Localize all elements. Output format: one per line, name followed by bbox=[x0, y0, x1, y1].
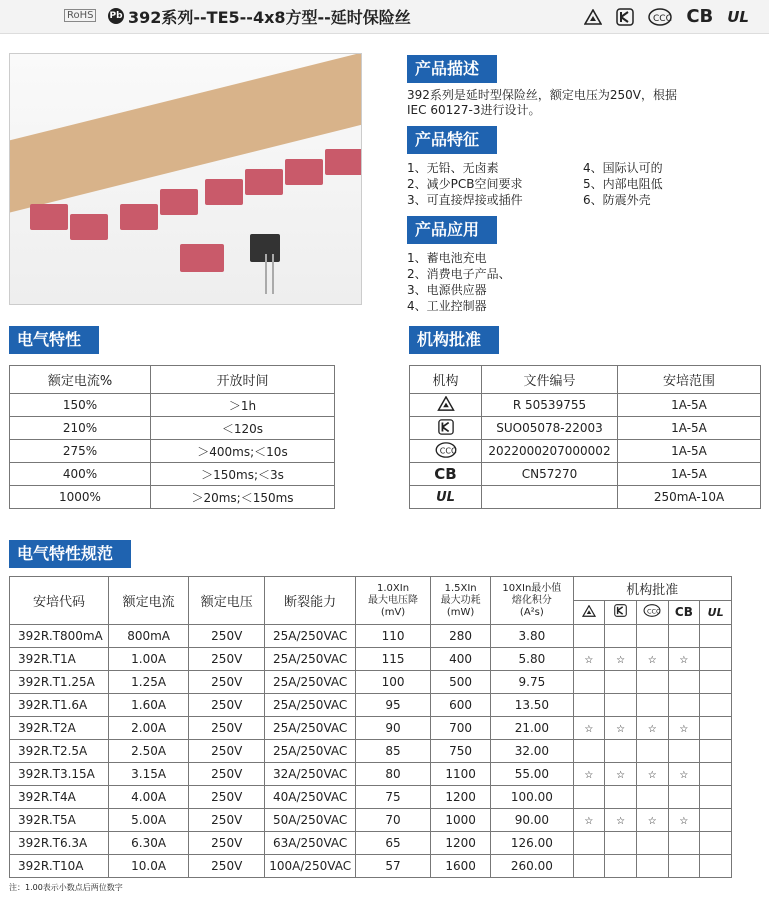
table-cell: 1200 bbox=[431, 786, 491, 809]
svg-text:CCC: CCC bbox=[653, 13, 673, 24]
spec-header bbox=[356, 577, 431, 625]
approval-star-cell bbox=[700, 855, 732, 878]
table-cell: 210% bbox=[10, 417, 151, 440]
spec-header-line: 1.5XIn bbox=[444, 582, 477, 594]
fuse-image bbox=[245, 169, 283, 195]
table-cell: 3.15A bbox=[109, 763, 189, 786]
fuse-image bbox=[285, 159, 323, 185]
table-cell: 4.00A bbox=[109, 786, 189, 809]
table-row bbox=[410, 440, 761, 463]
approval-star-cell bbox=[668, 625, 700, 648]
ccc-cert-icon bbox=[648, 8, 672, 26]
table-cell bbox=[410, 486, 482, 509]
table-cell: 25A/250VAC bbox=[265, 694, 356, 717]
approval-star-cell bbox=[700, 694, 732, 717]
spec-header bbox=[431, 577, 491, 625]
table-cell: 1A-5A bbox=[618, 417, 761, 440]
star-icon: ☆ bbox=[584, 770, 594, 781]
table-row bbox=[10, 740, 732, 763]
approval-star-cell bbox=[700, 763, 732, 786]
star-icon: ☆ bbox=[616, 770, 626, 781]
table-cell: ＞20ms;＜150ms bbox=[151, 486, 335, 509]
approval-star-cell bbox=[668, 809, 700, 832]
table-cell: 2.50A bbox=[109, 740, 189, 763]
table-row bbox=[10, 786, 732, 809]
table-cell: 392R.T5A bbox=[10, 809, 109, 832]
table-cell: 55.00 bbox=[491, 763, 573, 786]
table-cell: 1.60A bbox=[109, 694, 189, 717]
spec-header bbox=[668, 601, 700, 625]
table-cell: 1000 bbox=[431, 809, 491, 832]
approval-star-cell bbox=[573, 763, 605, 786]
table-cell: 150% bbox=[10, 394, 151, 417]
feature-item: 5、内部电阻低 bbox=[583, 177, 663, 191]
feature-item: 6、防震外壳 bbox=[583, 193, 651, 207]
table-cell: 392R.T2.5A bbox=[10, 740, 109, 763]
table-cell: 250V bbox=[189, 832, 265, 855]
spec-header-line: 最大功耗 bbox=[440, 594, 481, 606]
approval-star-cell bbox=[636, 763, 668, 786]
electrical-heading: 电气特性 bbox=[9, 326, 99, 354]
feature-item: 1、无铅、无卤素 bbox=[407, 161, 499, 175]
table-cell: SUO05078-22003 bbox=[482, 417, 618, 440]
approval-star-cell bbox=[573, 717, 605, 740]
table-cell: 57 bbox=[356, 855, 431, 878]
table-row bbox=[10, 809, 732, 832]
spec-header: 额定电流 bbox=[109, 577, 189, 625]
spec-header bbox=[605, 601, 637, 625]
star-icon: ☆ bbox=[679, 655, 689, 666]
approval-star-cell bbox=[573, 855, 605, 878]
table-cell: 392R.T2A bbox=[10, 717, 109, 740]
table-cell: 32A/250VAC bbox=[265, 763, 356, 786]
star-icon: ☆ bbox=[647, 770, 657, 781]
approval-heading: 机构批准 bbox=[409, 326, 499, 354]
table-row bbox=[410, 394, 761, 417]
table-cell: 115 bbox=[356, 648, 431, 671]
table-cell: 32.00 bbox=[491, 740, 573, 763]
table-cell: 100.00 bbox=[491, 786, 573, 809]
table-cell: 250V bbox=[189, 855, 265, 878]
approval-star-cell bbox=[573, 648, 605, 671]
spec-header: 断裂能力 bbox=[265, 577, 356, 625]
table-cell: ＞400ms;＜10s bbox=[151, 440, 335, 463]
fuse-lead bbox=[272, 254, 274, 294]
approval-star-cell bbox=[605, 671, 637, 694]
electrical-table bbox=[9, 365, 335, 509]
spec-header-line: 熔化积分 bbox=[511, 594, 552, 606]
spec-heading: 电气特性规范 bbox=[9, 540, 131, 568]
star-icon: ☆ bbox=[679, 816, 689, 827]
k-cert-icon bbox=[614, 604, 627, 617]
table-row bbox=[10, 648, 732, 671]
triangle-cert-icon bbox=[584, 9, 602, 25]
table-cell: 25A/250VAC bbox=[265, 625, 356, 648]
approval-star-cell bbox=[700, 717, 732, 740]
spec-header bbox=[700, 601, 732, 625]
table-row bbox=[10, 417, 335, 440]
approval-star-cell bbox=[573, 671, 605, 694]
table-cell: 250mA-10A bbox=[618, 486, 761, 509]
table-cell: 2.00A bbox=[109, 717, 189, 740]
table-cell: 2022000207000002 bbox=[482, 440, 618, 463]
table-row bbox=[10, 671, 732, 694]
approval-star-cell bbox=[636, 786, 668, 809]
approval-star-cell bbox=[668, 671, 700, 694]
cert-icons bbox=[584, 6, 749, 27]
approval-star-cell bbox=[636, 740, 668, 763]
approval-star-cell bbox=[573, 786, 605, 809]
table-cell: 600 bbox=[431, 694, 491, 717]
desc-line: 392系列是延时型保险丝，额定电压为250V，根据 bbox=[407, 88, 678, 102]
star-icon: ☆ bbox=[647, 655, 657, 666]
product-photo bbox=[9, 53, 362, 305]
table-cell: 392R.T1.6A bbox=[10, 694, 109, 717]
feature-item: 2、减少PCB空间要求 bbox=[407, 177, 523, 191]
table-cell: 400% bbox=[10, 463, 151, 486]
star-icon: ☆ bbox=[679, 724, 689, 735]
table-cell: 40A/250VAC bbox=[265, 786, 356, 809]
table-cell: 250V bbox=[189, 717, 265, 740]
spec-table bbox=[9, 576, 732, 878]
approval-star-cell bbox=[668, 740, 700, 763]
star-icon: ☆ bbox=[647, 724, 657, 735]
table-cell: 392R.T10A bbox=[10, 855, 109, 878]
star-icon: ☆ bbox=[584, 816, 594, 827]
approval-header: 安培范围 bbox=[618, 366, 761, 394]
table-cell: 90.00 bbox=[491, 809, 573, 832]
k-cert-icon bbox=[616, 8, 634, 26]
spec-header: 额定电压 bbox=[189, 577, 265, 625]
table-cell: 392R.T6.3A bbox=[10, 832, 109, 855]
approval-star-cell bbox=[605, 763, 637, 786]
table-cell: 63A/250VAC bbox=[265, 832, 356, 855]
feature-item: 4、国际认可的 bbox=[583, 161, 663, 175]
electrical-header: 额定电流% bbox=[10, 366, 151, 394]
page-title: 392系列--TE5--4x8方型--延时保险丝 bbox=[128, 8, 411, 27]
app-item: 2、消费电子产品、 bbox=[407, 267, 511, 281]
spec-header bbox=[636, 601, 668, 625]
table-row bbox=[410, 463, 761, 486]
table-cell: 25A/250VAC bbox=[265, 648, 356, 671]
table-cell: 250V bbox=[189, 763, 265, 786]
fuse-image bbox=[205, 179, 243, 205]
approval-star-cell bbox=[605, 809, 637, 832]
approval-star-cell bbox=[605, 740, 637, 763]
approval-star-cell bbox=[636, 648, 668, 671]
ccc-cert-icon bbox=[435, 442, 457, 458]
table-row bbox=[10, 832, 732, 855]
table-cell: 280 bbox=[431, 625, 491, 648]
approval-star-cell bbox=[636, 717, 668, 740]
table-cell: 25A/250VAC bbox=[265, 671, 356, 694]
table-cell: 110 bbox=[356, 625, 431, 648]
approval-star-cell bbox=[605, 625, 637, 648]
rohs-badge: RoHS bbox=[64, 9, 96, 22]
table-row bbox=[10, 763, 732, 786]
approval-star-cell bbox=[668, 717, 700, 740]
table-cell bbox=[410, 417, 482, 440]
spec-header-line: (A²s) bbox=[519, 606, 544, 618]
electrical-header: 开放时间 bbox=[151, 366, 335, 394]
star-icon: ☆ bbox=[616, 724, 626, 735]
table-cell: ＜120s bbox=[151, 417, 335, 440]
star-icon: ☆ bbox=[647, 816, 657, 827]
cb-cert-icon: CB bbox=[686, 6, 714, 27]
approval-star-cell bbox=[700, 740, 732, 763]
fuse-image bbox=[180, 244, 224, 272]
fuse-image bbox=[30, 204, 68, 230]
app-item: 3、电源供应器 bbox=[407, 283, 487, 297]
ul-cert-icon: UL bbox=[707, 606, 724, 619]
table-cell: 75 bbox=[356, 786, 431, 809]
k-cert-icon bbox=[438, 419, 454, 435]
spec-header: 机构批准 bbox=[573, 577, 731, 601]
approval-header: 文件编号 bbox=[482, 366, 618, 394]
approval-star-cell bbox=[605, 648, 637, 671]
approval-star-cell bbox=[668, 855, 700, 878]
table-row bbox=[10, 717, 732, 740]
triangle-cert-icon bbox=[582, 605, 596, 617]
desc-line: IEC 60127-3进行设计。 bbox=[407, 103, 541, 117]
table-row bbox=[410, 417, 761, 440]
approval-star-cell bbox=[700, 625, 732, 648]
table-cell: 1.25A bbox=[109, 671, 189, 694]
table-cell bbox=[410, 463, 482, 486]
approval-star-cell bbox=[668, 763, 700, 786]
app-item: 1、蓄电池充电 bbox=[407, 251, 487, 265]
svg-text:CCC: CCC bbox=[439, 446, 457, 456]
table-row bbox=[10, 394, 335, 417]
approval-star-cell bbox=[573, 809, 605, 832]
table-cell: 85 bbox=[356, 740, 431, 763]
table-cell: 392R.T1.25A bbox=[10, 671, 109, 694]
table-row bbox=[10, 855, 732, 878]
table-cell: 800mA bbox=[109, 625, 189, 648]
approval-star-cell bbox=[605, 694, 637, 717]
table-row bbox=[10, 694, 732, 717]
table-cell: 50A/250VAC bbox=[265, 809, 356, 832]
spec-header-line: (mW) bbox=[446, 606, 475, 618]
table-cell: 250V bbox=[189, 740, 265, 763]
table-cell: 1100 bbox=[431, 763, 491, 786]
fuse-image bbox=[120, 204, 158, 230]
fuse-image bbox=[70, 214, 108, 240]
table-cell: 392R.T1A bbox=[10, 648, 109, 671]
svg-text:CCC: CCC bbox=[647, 607, 661, 616]
table-cell: R 50539755 bbox=[482, 394, 618, 417]
table-cell: 100A/250VAC bbox=[265, 855, 356, 878]
table-cell: 5.00A bbox=[109, 809, 189, 832]
fuse-image bbox=[325, 149, 362, 175]
table-cell: 10.0A bbox=[109, 855, 189, 878]
table-row bbox=[10, 440, 335, 463]
ul-cert-icon: UL bbox=[727, 7, 749, 26]
table-cell: 250V bbox=[189, 625, 265, 648]
spec-header: 安培代码 bbox=[10, 577, 109, 625]
table-cell: 90 bbox=[356, 717, 431, 740]
table-cell: 95 bbox=[356, 694, 431, 717]
table-cell: 1600 bbox=[431, 855, 491, 878]
table-cell: 6.30A bbox=[109, 832, 189, 855]
fuse-lead bbox=[265, 254, 267, 294]
approval-header: 机构 bbox=[410, 366, 482, 394]
spec-header-line: 1.0XIn bbox=[377, 582, 410, 594]
table-cell bbox=[482, 486, 618, 509]
table-cell: 80 bbox=[356, 763, 431, 786]
approval-star-cell bbox=[605, 786, 637, 809]
table-row bbox=[10, 625, 732, 648]
ccc-cert-icon bbox=[643, 604, 661, 617]
desc-heading: 产品描述 bbox=[407, 55, 497, 83]
table-cell: 750 bbox=[431, 740, 491, 763]
app-item: 4、工业控制器 bbox=[407, 299, 487, 313]
approval-star-cell bbox=[573, 694, 605, 717]
spec-header-line: 最大电压降 bbox=[368, 594, 419, 606]
table-cell: ＞1h bbox=[151, 394, 335, 417]
approval-star-cell bbox=[605, 832, 637, 855]
table-cell: 1A-5A bbox=[618, 463, 761, 486]
table-cell: 700 bbox=[431, 717, 491, 740]
feature-item: 3、可直接焊接或插件 bbox=[407, 193, 523, 207]
approval-star-cell bbox=[700, 671, 732, 694]
approval-star-cell bbox=[636, 809, 668, 832]
table-cell: 65 bbox=[356, 832, 431, 855]
table-cell: 13.50 bbox=[491, 694, 573, 717]
approval-star-cell bbox=[700, 832, 732, 855]
approval-star-cell bbox=[700, 809, 732, 832]
footnote: 注：1.00表示小数点后两位数字 bbox=[9, 883, 123, 892]
approval-star-cell bbox=[668, 694, 700, 717]
table-cell: ＞150ms;＜3s bbox=[151, 463, 335, 486]
star-icon: ☆ bbox=[679, 770, 689, 781]
approval-star-cell bbox=[573, 740, 605, 763]
table-cell bbox=[410, 440, 482, 463]
spec-header-line: 10XIn最小值 bbox=[502, 582, 562, 594]
approval-star-cell bbox=[636, 694, 668, 717]
table-cell: 25A/250VAC bbox=[265, 717, 356, 740]
approval-star-cell bbox=[605, 717, 637, 740]
table-cell: CN57270 bbox=[482, 463, 618, 486]
features-heading: 产品特征 bbox=[407, 126, 497, 154]
table-cell: 392R.T3.15A bbox=[10, 763, 109, 786]
fuse-image bbox=[160, 189, 198, 215]
approval-star-cell bbox=[636, 832, 668, 855]
apps-heading: 产品应用 bbox=[407, 216, 497, 244]
pb-free-badge: Pb bbox=[108, 8, 124, 24]
spec-header bbox=[573, 601, 605, 625]
header-bar bbox=[0, 0, 769, 34]
approval-star-cell bbox=[700, 648, 732, 671]
approval-star-cell bbox=[573, 625, 605, 648]
table-cell: 1.00A bbox=[109, 648, 189, 671]
table-cell: 400 bbox=[431, 648, 491, 671]
table-cell: 392R.T4A bbox=[10, 786, 109, 809]
table-cell: 250V bbox=[189, 694, 265, 717]
cb-cert-icon: CB bbox=[674, 605, 693, 619]
spec-header-line: (mV) bbox=[380, 606, 406, 618]
star-icon: ☆ bbox=[616, 655, 626, 666]
table-cell: 21.00 bbox=[491, 717, 573, 740]
approval-table bbox=[409, 365, 761, 509]
table-row bbox=[10, 463, 335, 486]
ul-cert-icon: UL bbox=[436, 489, 455, 505]
table-cell: 9.75 bbox=[491, 671, 573, 694]
table-cell: 1A-5A bbox=[618, 394, 761, 417]
table-cell: 250V bbox=[189, 786, 265, 809]
table-cell: 1200 bbox=[431, 832, 491, 855]
approval-star-cell bbox=[573, 832, 605, 855]
approval-star-cell bbox=[636, 855, 668, 878]
table-cell: 500 bbox=[431, 671, 491, 694]
table-cell: 250V bbox=[189, 648, 265, 671]
table-cell: 70 bbox=[356, 809, 431, 832]
desc-text bbox=[407, 88, 762, 118]
spec-header bbox=[491, 577, 573, 625]
table-row bbox=[410, 486, 761, 509]
table-row bbox=[10, 486, 335, 509]
star-icon: ☆ bbox=[616, 816, 626, 827]
table-cell: 100 bbox=[356, 671, 431, 694]
approval-star-cell bbox=[605, 855, 637, 878]
features-list bbox=[407, 160, 743, 208]
table-cell: 25A/250VAC bbox=[265, 740, 356, 763]
approval-star-cell bbox=[668, 648, 700, 671]
table-cell: 3.80 bbox=[491, 625, 573, 648]
table-cell: 126.00 bbox=[491, 832, 573, 855]
table-cell: 5.80 bbox=[491, 648, 573, 671]
table-cell: 275% bbox=[10, 440, 151, 463]
table-cell: 1A-5A bbox=[618, 440, 761, 463]
table-cell bbox=[410, 394, 482, 417]
table-cell: 392R.T800mA bbox=[10, 625, 109, 648]
table-cell: 260.00 bbox=[491, 855, 573, 878]
table-cell: 250V bbox=[189, 671, 265, 694]
approval-star-cell bbox=[700, 786, 732, 809]
table-cell: 250V bbox=[189, 809, 265, 832]
approval-star-cell bbox=[636, 625, 668, 648]
cb-cert-icon: CB bbox=[434, 465, 457, 483]
approval-star-cell bbox=[636, 671, 668, 694]
approval-star-cell bbox=[668, 832, 700, 855]
triangle-cert-icon bbox=[437, 396, 455, 411]
table-cell: 1000% bbox=[10, 486, 151, 509]
approval-star-cell bbox=[668, 786, 700, 809]
star-icon: ☆ bbox=[584, 724, 594, 735]
star-icon: ☆ bbox=[584, 655, 594, 666]
apps-list bbox=[407, 250, 511, 314]
